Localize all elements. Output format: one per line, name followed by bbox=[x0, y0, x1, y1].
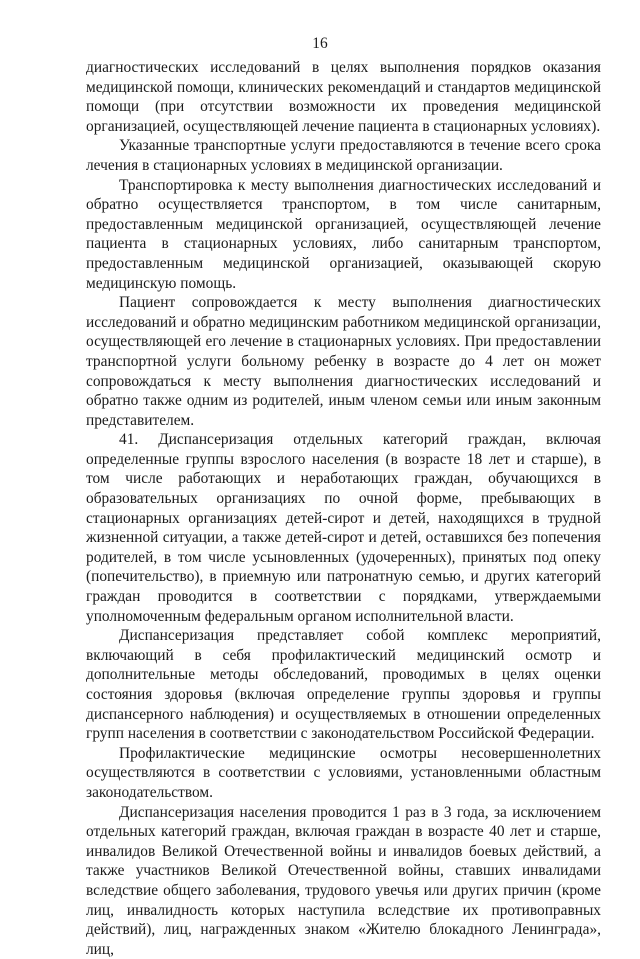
paragraph-transport-method: Транспортировка к месту выполнения диагностических исследований и обратно осуществляется транспортом, в том числе санитарным, предоставленным медицинской организацией, осуществляющей лечение пациента в стационарных условиях, либо санитарным транспортом, предоставленным медицинской организацией, оказывающей скорую медицинскую помощь. bbox=[86, 176, 601, 292]
page-number: 16 bbox=[312, 35, 328, 52]
paragraph-dispensary-frequency: Диспансеризация населения проводится 1 раз в 3 года, за исключением отдельных категорий граждан, включая граждан в возрасте 40 лет и старше, инвалидов Великой Отечественной войны и инвалидов боевых действий, а также участников Великой Отечественной войны, ставших инвалидами вследствие общего заболевания, трудового увечья или других причин (кроме лиц, инвалидность которых наступила вследствие их противоправных действий), лиц, награжденных знаком «Жителю блокадного Ленинграда», лиц, bbox=[86, 803, 601, 958]
document-body bbox=[86, 58, 601, 959]
paragraph-minors-exams: Профилактические медицинские осмотры несовершеннолетних осуществляются в соответствии с условиями, установленными областным законодательством. bbox=[86, 744, 601, 801]
paragraph-item-41: 41. Диспансеризация отдельных категорий граждан, включая определенные группы взрослого населения (в возрасте 18 лет и старше), в том числе работающих и неработающих граждан, обучающихся в образовательных организациях по очной форме, пребывающих в стационарных организациях детей-сирот и детей, находящихся в трудной жизненной ситуации, а также детей-сирот и детей, оставшихся без попечения родителей, в том числе усыновленных (удочеренных), принятых под опеку (попечительство), в приемную или патронатную семью, и других категорий граждан проводится в соответствии с порядками, утверждаемыми уполномоченным федеральным органом исполнительной власти. bbox=[86, 431, 601, 625]
paragraph-patient-escort: Пациент сопровождается к месту выполнения диагностических исследований и обратно медицинским работником медицинской организации, осуществляющей его лечение в стационарных условиях. При предоставлении транспортной услуги больному ребенку в возрасте до 4 лет он может сопровождаться к месту выполнения диагностических исследований и обратно также одним из родителей, иным членом семьи или иным законным представителем. bbox=[86, 294, 601, 429]
paragraph-transport-duration: Указанные транспортные услуги предоставляются в течение всего срока лечения в стационарных условиях в медицинской организации. bbox=[86, 137, 601, 174]
paragraph-dispensary-definition: Диспансеризация представляет собой комплекс мероприятий, включающий в себя профилактический медицинский осмотр и дополнительные методы обследований, проводимых в целях оценки состояния здоровья (включая определение группы здоровья и группы диспансерного наблюдения) и осуществляемых в отношении определенных групп населения в соответствии с законодательством Российской Федерации. bbox=[86, 627, 601, 743]
paragraph-continuation: диагностических исследований в целях выполнения порядков оказания медицинской помощи, клинических рекомендаций и стандартов медицинской помощи (при отсутствии возможности их проведения медицинской организацией, осуществляющей лечение пациента в стационарных условиях). bbox=[86, 59, 601, 135]
